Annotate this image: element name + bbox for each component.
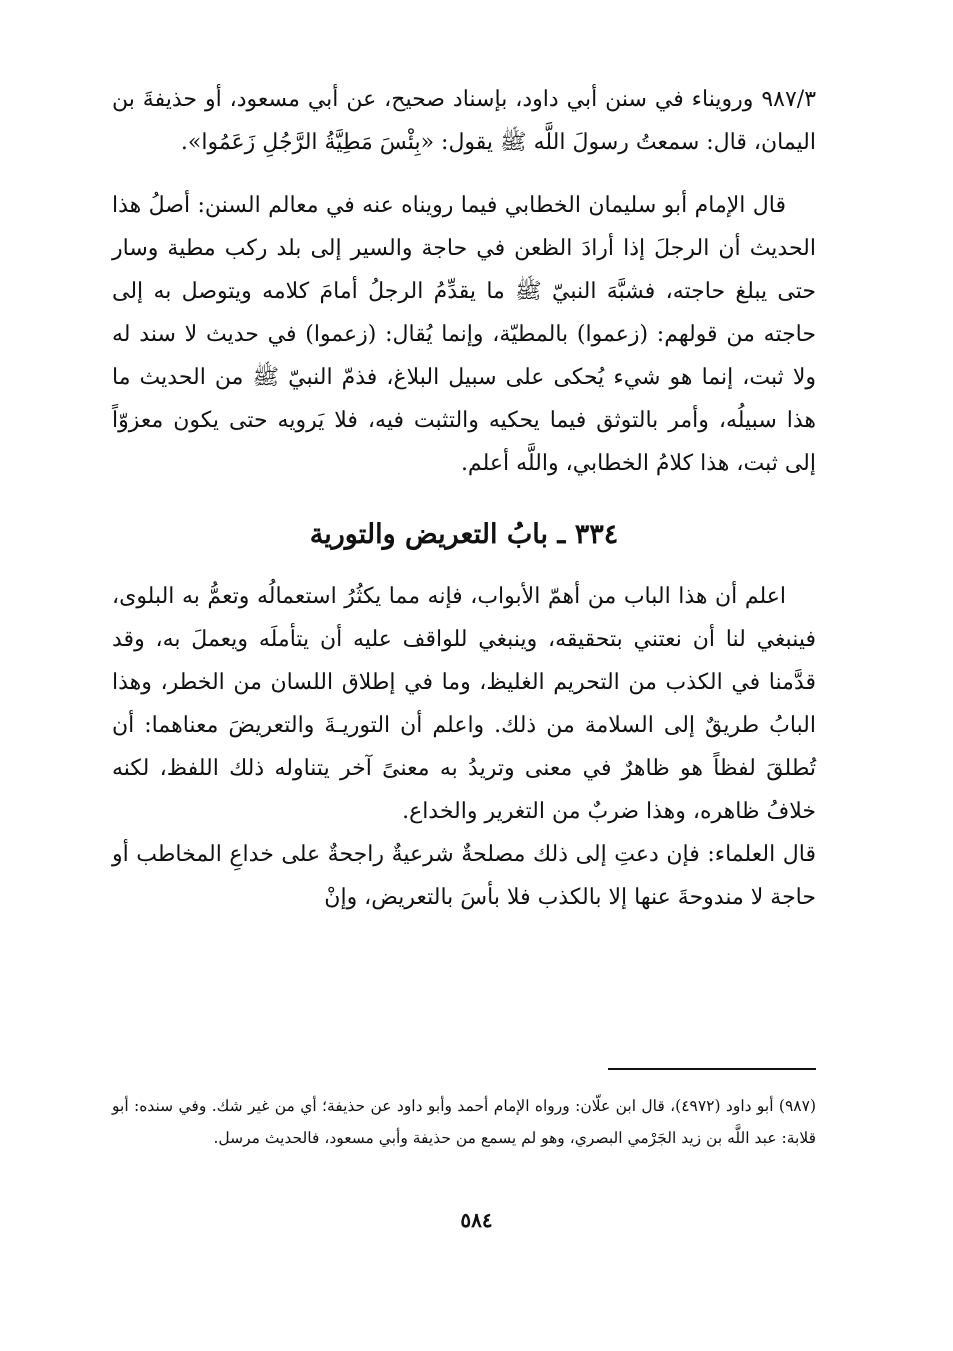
hadith-paragraph [112,78,816,164]
section-text [112,575,816,919]
main-text [112,78,816,485]
commentary-paragraph: قال الإمام أبو سليمان الخطابي فيما رويناه عنه في معالم السنن: أصلُ هذا الحديث أن الرجلَ إذا أرادَ الظعن في حاجة والسير إلى بلد ركب مطية وسار حتى يبلغ حاجته، فشبَّهَ النبيّ ﷺ ما يقدِّمُ الرجلُ أمامَ كلامه ويتوصل به إلى حاجته من قولهم: (زعموا) بالمطيّة، وإنما يُقال: (زعموا) في حديث لا سند له ولا ثبت، إنما هو شيء يُحكى على سبيل البلاغ، فذمّ النبيّ ﷺ من الحديث ما هذا سبيلُه، وأمر بالتوثق فيما يحكيه والتثبت فيه، فلا يَرويه حتى يكون معزوّاً إلى ثبت، هذا كلامُ الخطابي، واللَّه أعلم. [112,193,816,476]
section-heading: ٣٣٤ ـ بابُ التعريض والتورية [309,519,619,550]
section-paragraph-1: اعلم أن هذا الباب من أهمّ الأبواب، فإنه مما يكثُرُ استعمالُه وتعمُّ به البلوى، فينبغي لنا أن نعتني بتحقيقه، وينبغي للواقف عليه أن يتأملَه ويعملَ به، وقد قدَّمنا في الكذب من التحريم الغليظ، وما في إطلاق اللسان من الخطر، وهذا البابُ طريقٌ إلى السلامة من ذلك. واعلم أن التوريـةَ والتعريضَ معناهما: أن تُطلقَ لفظاً هو ظاهرٌ في معنى وتريدُ به معنىً آخر يتناوله ذلك اللفظ، لكنه خلافُ ظاهره، وهذا ضربٌ من التغرير والخداع. [112,584,816,824]
section-paragraph-2: قال العلماء: فإن دعتِ إلى ذلك مصلحةٌ شرعيةٌ راجحةٌ على خداعِ المخاطب أو حاجة لا مندوحةَ عنها إلا بالكذب فلا بأسَ بالتعريض، وإنْ [112,842,816,910]
footnote: (٩٨٧) أبو داود (٤٩٧٢)، قال ابن علّان: ورواه الإمام أحمد وأبو داود عن حذيفة؛ أي من غير شك. وفي سنده: أبو قلابة: عبد اللَّه بن زيد الجَرْمي البصري، وهو لم يسمع من حذيفة وأبي مسعود، فالحديث مرسل. [112,1097,816,1147]
page-body [112,78,816,919]
hadith-number: ٩٨٧/٣ [761,87,817,112]
hadith-text: ورويناء في سنن أبي داود، بإسناد صحيح، عن أبي مسعود، أو حذيفةَ بن اليمان، قال: سمعتُ رسولَ اللَّه ﷺ يقول: «بِئْسَ مَطِيَّةُ الرَّجُلِ زَعَمُوا». [112,87,816,155]
footnote-separator [608,1068,816,1070]
page-number: ٥٨٤ [460,1208,493,1232]
